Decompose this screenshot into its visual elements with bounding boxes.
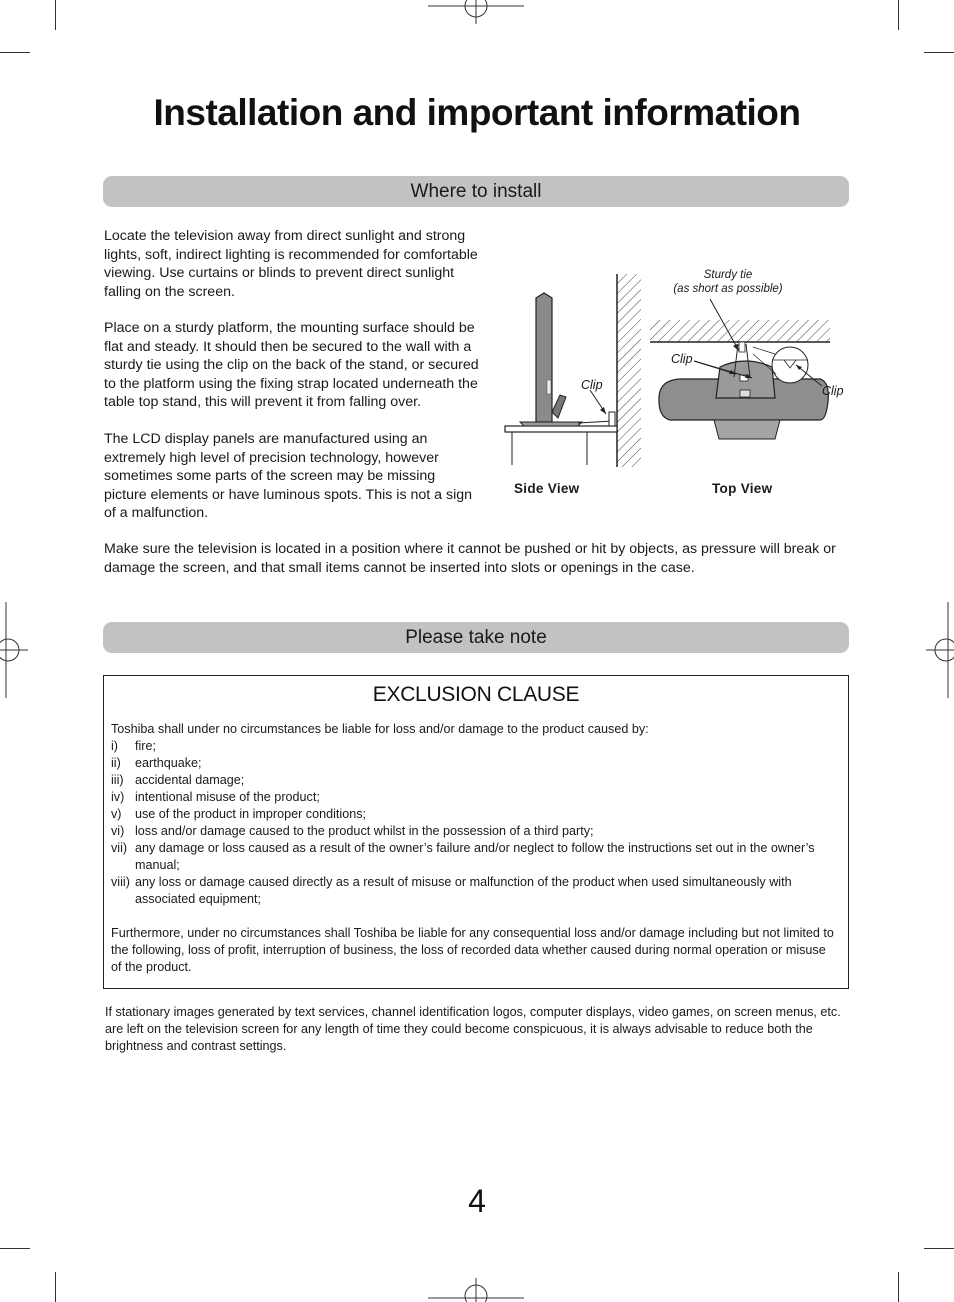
list-item-number: ii) [111,756,121,770]
list-item-number: viii) [111,875,130,889]
page-number: 4 [468,1183,486,1219]
installation-diagram [490,262,850,507]
exclusion-list [111,738,836,908]
section-heading-where-to-install: Where to install [103,176,849,207]
registration-mark-right [924,600,954,700]
list-item-text: earthquake; [135,756,202,770]
paragraph-lcd-panels: The LCD display panels are manufactured using an extremely high level of precision technology, however sometimes some parts of the screen may be missing picture elements or have luminous spots. This is not a sign of a malfunction. [104,431,473,521]
list-item-text: any loss or damage caused directly as a result of misuse or malfunction of the product when used simultaneously with associated equipment; [135,875,792,906]
diagram-label-sturdy-tie [665,268,791,296]
list-item [111,823,836,840]
list-item-number: v) [111,807,122,821]
list-item [111,755,836,772]
registration-mark-left [0,600,30,700]
sturdy-tie-label: Sturdy tie [703,269,753,281]
list-item-text: fire; [135,739,156,753]
list-item-text: intentional misuse of the product; [135,790,320,804]
paragraph-stationary-images: If stationary images generated by text services, channel identification logos, computer displays, video games, on screen menus, etc. are left on the television screen for any length of time they could become conspicuous, it is always advisable to reduce both the brightness and contrast settings. [105,1005,841,1053]
list-item [111,738,836,755]
diagram-caption-side-view: Side View [514,481,580,496]
exclusion-clause-further: Furthermore, under no circumstances shall Toshiba be liable for any consequential loss and/or damage including but not limited to the following, loss of profit, interruption of business, the loss of recorded data whether caused during normal operation or misuse of the product. [111,926,834,974]
list-item-number: vi) [111,824,125,838]
sturdy-tie-note: (as short as possible) [673,283,783,295]
diagram-label-clip-top-right: Clip [822,384,844,398]
list-item [111,806,836,823]
registration-mark-bottom [428,1276,528,1302]
list-item [111,840,836,874]
page-title: Installation and important information [153,92,801,133]
side-view-drawing [505,274,641,467]
diagram-caption-top-view: Top View [712,481,773,496]
list-item-text: loss and/or damage caused to the product whilst in the possession of a third party; [135,824,594,838]
paragraph-positioning: Make sure the television is located in a position where it cannot be pushed or hit by objects, as pressure will break or damage the screen, and that small items cannot be inserted into slots or openings in the case. [104,541,836,576]
diagram-label-clip-top-left: Clip [671,352,693,366]
list-item-number: vii) [111,841,128,855]
list-item-text: accidental damage; [135,773,245,787]
list-item-text: use of the product in improper conditions; [135,807,367,821]
list-item [111,789,836,806]
exclusion-clause-intro: Toshiba shall under no circumstances be liable for loss and/or damage to the product caused by: [111,722,649,736]
list-item-text: any damage or loss caused as a result of the owner’s failure and/or neglect to follow the instructions set out in the owner’s manual; [135,841,815,872]
diagram-label-clip-side: Clip [581,378,603,392]
paragraph-platform: Place on a sturdy platform, the mounting surface should be flat and steady. It should then be secured to the wall with a sturdy tie using the clip on the back of the stand, or secured to the platform using the fixing strap located underneath the table top stand, this will prevent it from falling over. [104,320,479,410]
section-heading-please-take-note: Please take note [103,622,849,653]
exclusion-clause-title: EXCLUSION CLAUSE [372,683,580,706]
list-item-number: iii) [111,773,124,787]
exclusion-clause-box [103,675,849,989]
list-item [111,772,836,789]
paragraph-lighting: Locate the television away from direct sunlight and strong lights, soft, indirect lighting is recommended for comfortable viewing. Use curtains or blinds to prevent direct sunlight falling on the screen. [104,228,478,300]
list-item-number: i) [111,739,118,753]
list-item-number: iv) [111,790,125,804]
top-view-drawing [650,299,830,439]
registration-mark-top [428,0,528,26]
list-item [111,874,836,908]
